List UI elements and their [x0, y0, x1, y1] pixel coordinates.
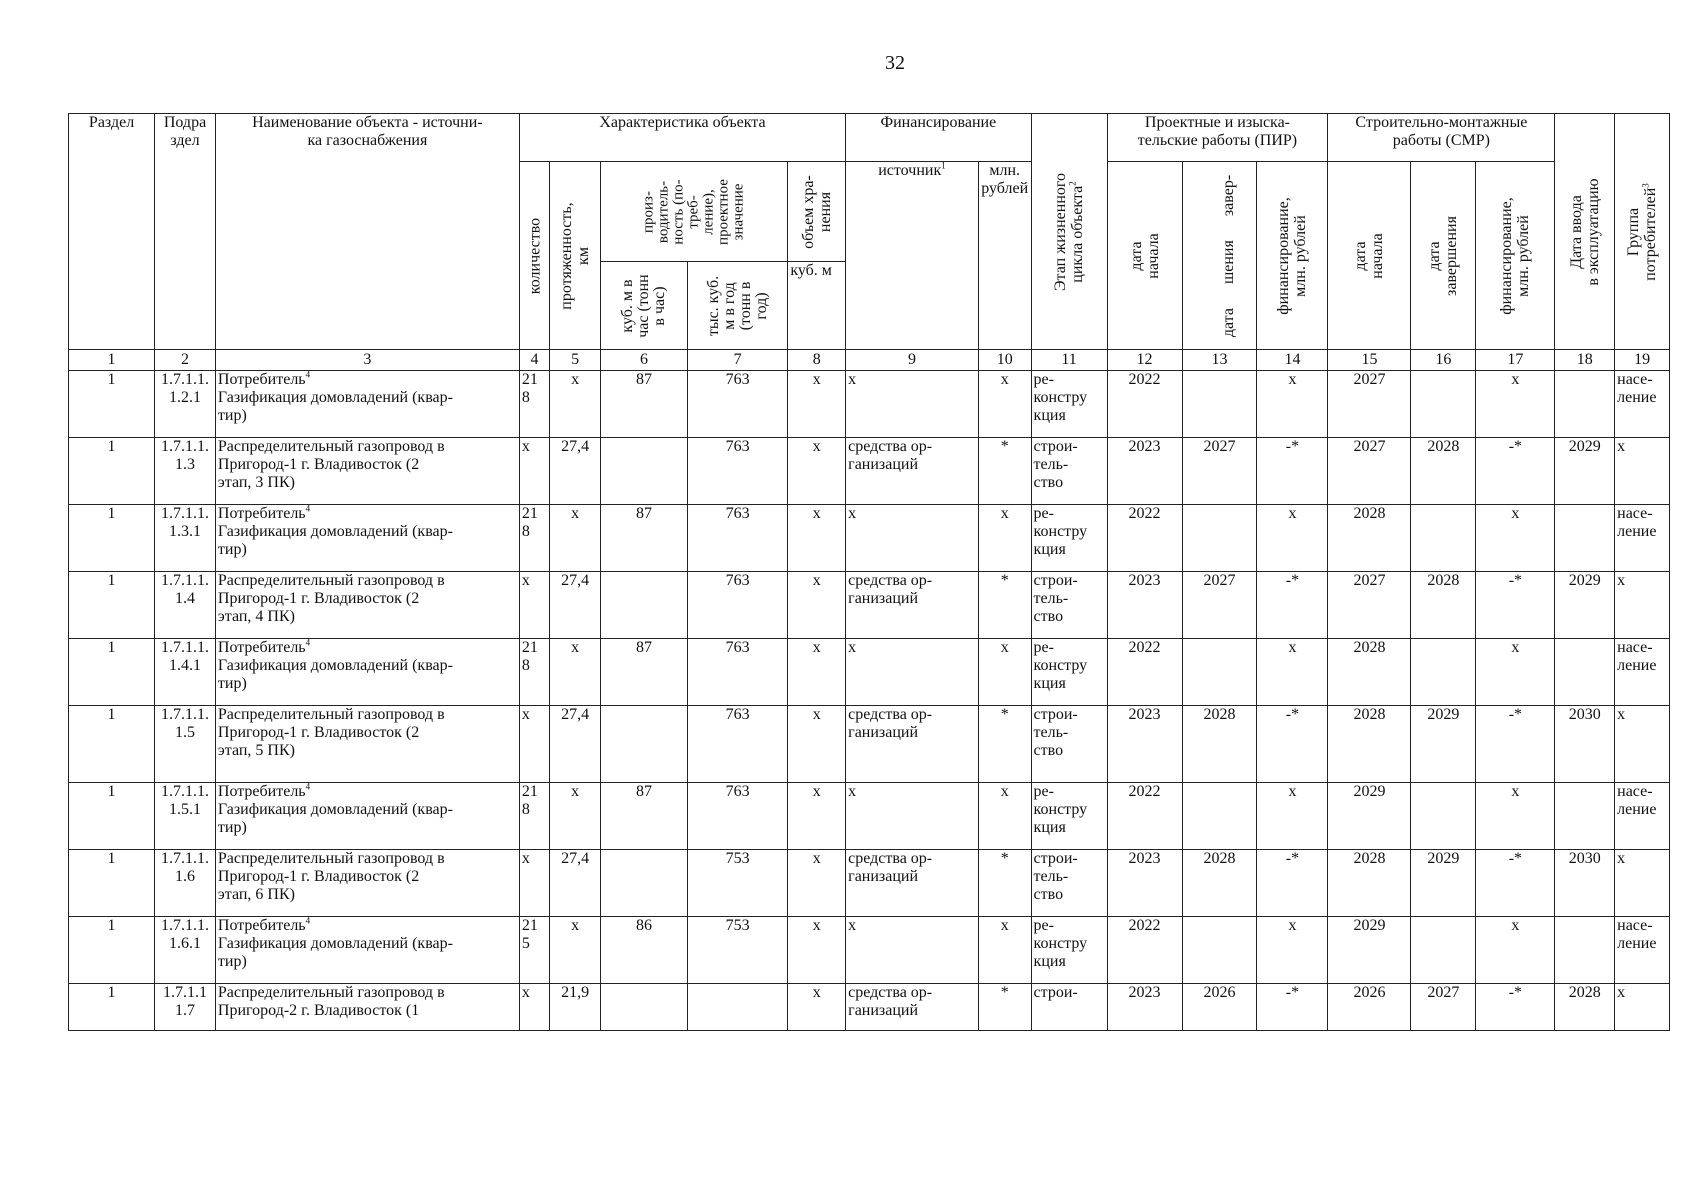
table-cell: средства ор- ганизаций — [846, 984, 979, 1031]
table-row — [69, 917, 1670, 984]
table-cell: насе- ление — [1615, 371, 1670, 438]
table-cell: х — [550, 783, 601, 850]
table-cell — [1411, 639, 1476, 706]
table-cell: х — [788, 706, 846, 783]
table-cell: насе- ление — [1615, 505, 1670, 572]
table-cell — [1411, 783, 1476, 850]
table-row — [69, 505, 1670, 572]
table-cell: х — [1615, 706, 1670, 783]
table-cell: 2023 — [1107, 706, 1182, 783]
table-cell: 2028 — [1411, 438, 1476, 505]
table-cell — [1555, 505, 1615, 572]
table-cell — [600, 438, 687, 505]
header-mln-rub: млн. рублей — [978, 162, 1031, 350]
table-cell: 753 — [688, 917, 788, 984]
column-number: 16 — [1411, 350, 1476, 371]
table-cell: строи- тель- ство — [1031, 706, 1107, 783]
table-cell: 21 8 — [519, 505, 549, 572]
table-cell: х — [788, 984, 846, 1031]
table-cell: х — [1615, 438, 1670, 505]
table-cell — [1182, 917, 1257, 984]
table-cell: насе- ление — [1615, 783, 1670, 850]
table-cell: ре- констру кция — [1031, 505, 1107, 572]
header-storage-unit: куб. м — [788, 262, 846, 350]
table-cell: х — [788, 371, 846, 438]
table-cell — [1555, 639, 1615, 706]
header-smr-end: дата завершения — [1411, 162, 1476, 350]
table-cell: х — [519, 438, 549, 505]
table-cell: средства ор- ганизаций — [846, 706, 979, 783]
column-number: 14 — [1257, 350, 1328, 371]
table-cell: -* — [1476, 984, 1555, 1031]
column-number: 2 — [155, 350, 216, 371]
header-pir-fin: финансирование, млн. рублей — [1257, 162, 1328, 350]
table-cell: -* — [1476, 438, 1555, 505]
table-cell: -* — [1476, 850, 1555, 917]
table-cell: х — [550, 505, 601, 572]
table-cell: -* — [1257, 706, 1328, 783]
table-cell: 2029 — [1411, 850, 1476, 917]
header-productivity-hour: куб. м в час (тонн в час) — [600, 262, 687, 350]
table-cell: 763 — [688, 572, 788, 639]
column-number: 15 — [1328, 350, 1411, 371]
table-cell: х — [1476, 783, 1555, 850]
table-cell: Потребитель$^4$ Газификация домовладений (квар- тир) — [215, 639, 519, 706]
table-cell: 763 — [688, 783, 788, 850]
table-cell: х — [1615, 850, 1670, 917]
table-cell — [600, 572, 687, 639]
table-cell: х — [978, 639, 1031, 706]
table-cell: 21 8 — [519, 783, 549, 850]
table-cell: х — [519, 706, 549, 783]
table-cell: 27,4 — [550, 438, 601, 505]
table-cell: ре- констру кция — [1031, 917, 1107, 984]
table-cell: ре- констру кция — [1031, 783, 1107, 850]
table-cell: средства ор- ганизаций — [846, 850, 979, 917]
table-cell: Потребитель$^4$ Газификация домовладений (квар- тир) — [215, 783, 519, 850]
table-cell: х — [1257, 505, 1328, 572]
header-storage: объем хра- нения — [788, 162, 846, 262]
header-productivity-year: тыс. куб. м в год (тонн в год) — [688, 262, 788, 350]
table-cell: 1 — [69, 850, 155, 917]
footnote-marker: 4 — [305, 916, 311, 926]
table-cell: Потребитель$^4$ Газификация домовладений (квар- тир) — [215, 371, 519, 438]
header-productivity: произ- водитель- ность (по- треб- ление), проектное значение — [600, 162, 787, 262]
table-cell: 2022 — [1107, 917, 1182, 984]
table-cell: 2030 — [1555, 706, 1615, 783]
table-row — [69, 850, 1670, 917]
table-cell: 1.7.1.1. 1.6 — [155, 850, 216, 917]
table-cell: 2027 — [1182, 438, 1257, 505]
table-cell: х — [788, 917, 846, 984]
table-cell — [1555, 371, 1615, 438]
table-cell: х — [978, 783, 1031, 850]
table-cell: * — [978, 438, 1031, 505]
table-cell: 1.7.1.1. 1.5.1 — [155, 783, 216, 850]
page-number: 32 — [885, 52, 905, 74]
table-cell — [1411, 505, 1476, 572]
header-smr-start: дата начала — [1328, 162, 1411, 350]
footnote-marker: 4 — [305, 504, 311, 514]
table-cell: 2022 — [1107, 505, 1182, 572]
header-length: протяженность, км — [550, 162, 601, 350]
table-cell: 1.7.1.1. 1.3 — [155, 438, 216, 505]
table-cell: 87 — [600, 783, 687, 850]
table-cell: 2022 — [1107, 783, 1182, 850]
table-cell: 2022 — [1107, 371, 1182, 438]
table-cell: 1 — [69, 639, 155, 706]
column-number: 10 — [978, 350, 1031, 371]
table-cell: ре- констру кция — [1031, 371, 1107, 438]
column-number: 11 — [1031, 350, 1107, 371]
table-cell — [1555, 783, 1615, 850]
table-row — [69, 572, 1670, 639]
table-cell: 2030 — [1555, 850, 1615, 917]
table-cell: 2028 — [1411, 572, 1476, 639]
table-cell — [1555, 917, 1615, 984]
table-cell: * — [978, 572, 1031, 639]
table-cell: 27,4 — [550, 850, 601, 917]
table-cell: х — [846, 783, 979, 850]
table-cell: х — [519, 572, 549, 639]
column-number: 9 — [846, 350, 979, 371]
column-number: 18 — [1555, 350, 1615, 371]
table-cell: х — [788, 505, 846, 572]
table-row — [69, 371, 1670, 438]
header-lifecycle: Этап жизненного цикла объекта$^2$ — [1031, 114, 1107, 350]
table-cell: 2023 — [1107, 984, 1182, 1031]
table-cell — [1182, 371, 1257, 438]
table-cell: 2029 — [1411, 706, 1476, 783]
column-number: 7 — [688, 350, 788, 371]
table-cell: х — [1476, 639, 1555, 706]
table-cell: х — [846, 505, 979, 572]
table-cell: 1 — [69, 572, 155, 639]
header-pir-end: дата шения завер- — [1182, 162, 1257, 350]
table-cell: строи- — [1031, 984, 1107, 1031]
table-cell: Распределительный газопровод в Пригород-1 г. Владивосток (2 этап, 3 ПК) — [215, 438, 519, 505]
table-cell: х — [846, 639, 979, 706]
table-row — [69, 984, 1670, 1031]
column-number: 1 — [69, 350, 155, 371]
table-cell: 1 — [69, 984, 155, 1031]
table-cell — [600, 850, 687, 917]
table-cell — [600, 706, 687, 783]
table-cell: 2028 — [1328, 505, 1411, 572]
table-cell: строи- тель- ство — [1031, 572, 1107, 639]
table-cell: -* — [1257, 438, 1328, 505]
table-cell: х — [1257, 639, 1328, 706]
table-cell: 2029 — [1555, 438, 1615, 505]
table-cell: 2023 — [1107, 572, 1182, 639]
table-cell: 2028 — [1182, 706, 1257, 783]
header-pir: Проектные и изыска- тельские работы (ПИР) — [1107, 114, 1328, 162]
column-number: 8 — [788, 350, 846, 371]
table-cell: 2028 — [1555, 984, 1615, 1031]
table-cell — [1182, 639, 1257, 706]
table-cell: х — [1257, 371, 1328, 438]
table-cell: 2022 — [1107, 639, 1182, 706]
table-cell: Распределительный газопровод в Пригород-1 г. Владивосток (2 этап, 6 ПК) — [215, 850, 519, 917]
table-cell: х — [1615, 572, 1670, 639]
table-cell: 1.7.1.1 1.7 — [155, 984, 216, 1031]
header-smr: Строительно-монтажные работы (СМР) — [1328, 114, 1555, 162]
table-cell: 2027 — [1411, 984, 1476, 1031]
table-cell: х — [788, 639, 846, 706]
table-row — [69, 438, 1670, 505]
column-number: 4 — [519, 350, 549, 371]
table-cell: 21 8 — [519, 371, 549, 438]
table-cell: 21 5 — [519, 917, 549, 984]
footnote-marker: 4 — [305, 370, 311, 380]
table-cell — [600, 984, 687, 1031]
column-number: 6 — [600, 350, 687, 371]
table-cell: 1.7.1.1. 1.2.1 — [155, 371, 216, 438]
table-cell: Распределительный газопровод в Пригород-1 г. Владивосток (2 этап, 5 ПК) — [215, 706, 519, 783]
table-cell: х — [519, 984, 549, 1031]
table-cell — [688, 984, 788, 1031]
header-source: источник$^1$ — [846, 162, 979, 350]
header-financing: Финансирование — [846, 114, 1031, 162]
header-razdel: Раздел — [69, 114, 155, 350]
column-number: 5 — [550, 350, 601, 371]
table-cell: 1.7.1.1. 1.6.1 — [155, 917, 216, 984]
table-cell: х — [550, 371, 601, 438]
header-pir-start: дата начала — [1107, 162, 1182, 350]
table-cell: х — [846, 917, 979, 984]
table-cell: 2023 — [1107, 850, 1182, 917]
table-cell: Потребитель$^4$ Газификация домовладений (квар- тир) — [215, 917, 519, 984]
table-cell: х — [1476, 917, 1555, 984]
header-podrazdel: Подра здел — [155, 114, 216, 350]
table-cell: 87 — [600, 505, 687, 572]
table-cell: х — [1615, 984, 1670, 1031]
table-cell: 27,4 — [550, 706, 601, 783]
table-cell: * — [978, 706, 1031, 783]
table-cell: 2028 — [1328, 706, 1411, 783]
table-cell: 2029 — [1555, 572, 1615, 639]
table-cell: 86 — [600, 917, 687, 984]
table-cell: насе- ление — [1615, 639, 1670, 706]
table-cell: 2027 — [1182, 572, 1257, 639]
header-name: Наименование объекта - источни- ка газоснабжения — [215, 114, 519, 350]
column-number: 12 — [1107, 350, 1182, 371]
table-cell: * — [978, 850, 1031, 917]
table-cell — [1182, 505, 1257, 572]
table-cell: х — [550, 917, 601, 984]
table-cell: -* — [1476, 572, 1555, 639]
gas-supply-table — [68, 113, 1670, 1031]
table-cell: 753 — [688, 850, 788, 917]
table-cell: 1 — [69, 706, 155, 783]
table-cell: х — [788, 850, 846, 917]
table-cell: х — [550, 639, 601, 706]
table-cell: 1.7.1.1. 1.5 — [155, 706, 216, 783]
table-cell: х — [1476, 505, 1555, 572]
column-number: 3 — [215, 350, 519, 371]
table-cell: 1 — [69, 917, 155, 984]
header-commission: Дата ввода в эксплуатацию — [1555, 114, 1615, 350]
table-cell: 87 — [600, 639, 687, 706]
table-cell: 763 — [688, 438, 788, 505]
table-cell: 2023 — [1107, 438, 1182, 505]
table-cell: строи- тель- ство — [1031, 438, 1107, 505]
table-cell: х — [978, 917, 1031, 984]
table-cell: х — [519, 850, 549, 917]
table-cell: х — [1476, 371, 1555, 438]
table-cell: -* — [1257, 850, 1328, 917]
table-cell: 2029 — [1328, 783, 1411, 850]
table-cell: -* — [1476, 706, 1555, 783]
table-cell — [1411, 917, 1476, 984]
table-cell: х — [846, 371, 979, 438]
table-cell: 1 — [69, 505, 155, 572]
table-cell: 763 — [688, 706, 788, 783]
table-cell: 1.7.1.1. 1.3.1 — [155, 505, 216, 572]
column-number: 17 — [1476, 350, 1555, 371]
table-cell: средства ор- ганизаций — [846, 572, 979, 639]
table-cell — [1182, 783, 1257, 850]
table-cell: х — [1257, 783, 1328, 850]
table-cell: 2026 — [1182, 984, 1257, 1031]
table-cell: х — [788, 572, 846, 639]
table-cell: -* — [1257, 572, 1328, 639]
table-cell: 21 8 — [519, 639, 549, 706]
footnote-marker: 4 — [305, 638, 311, 648]
table-row — [69, 783, 1670, 850]
table-cell: 27,4 — [550, 572, 601, 639]
table-cell: 2028 — [1328, 850, 1411, 917]
footnote-marker: 4 — [305, 782, 311, 792]
table-cell: Распределительный газопровод в Пригород-1 г. Владивосток (2 этап, 4 ПК) — [215, 572, 519, 639]
table-cell: 763 — [688, 505, 788, 572]
table-cell: 2027 — [1328, 438, 1411, 505]
table-cell: 1 — [69, 438, 155, 505]
table-cell: Распределительный газопровод в Пригород-2 г. Владивосток (1 — [215, 984, 519, 1031]
table-cell: -* — [1257, 984, 1328, 1031]
table-row — [69, 639, 1670, 706]
table-cell: строи- тель- ство — [1031, 850, 1107, 917]
table-cell — [1411, 371, 1476, 438]
table-cell: 2027 — [1328, 371, 1411, 438]
table-cell: 1 — [69, 783, 155, 850]
table-cell: 21,9 — [550, 984, 601, 1031]
table-cell: 1.7.1.1. 1.4 — [155, 572, 216, 639]
column-number-row — [69, 350, 1670, 371]
column-number: 19 — [1615, 350, 1670, 371]
table-cell: х — [788, 438, 846, 505]
table-cell: х — [788, 783, 846, 850]
table-cell: ре- констру кция — [1031, 639, 1107, 706]
table-row — [69, 706, 1670, 783]
table-cell: 763 — [688, 639, 788, 706]
table-cell: 763 — [688, 371, 788, 438]
table-cell: 2028 — [1182, 850, 1257, 917]
table-cell: 1.7.1.1. 1.4.1 — [155, 639, 216, 706]
table-cell: * — [978, 984, 1031, 1031]
header-characteristics: Характеристика объекта — [519, 114, 845, 162]
table-cell: х — [978, 505, 1031, 572]
table-cell: х — [1257, 917, 1328, 984]
table-cell: 1 — [69, 371, 155, 438]
table-cell: х — [978, 371, 1031, 438]
table-cell: средства ор- ганизаций — [846, 438, 979, 505]
header-quantity: количество — [519, 162, 549, 350]
header-smr-fin: финансирование, млн. рублей — [1476, 162, 1555, 350]
table-cell: 2026 — [1328, 984, 1411, 1031]
table-cell: 2027 — [1328, 572, 1411, 639]
table-cell: 2029 — [1328, 917, 1411, 984]
column-number: 13 — [1182, 350, 1257, 371]
table-cell: Потребитель$^4$ Газификация домовладений (квар- тир) — [215, 505, 519, 572]
table-cell: насе- ление — [1615, 917, 1670, 984]
table-cell: 87 — [600, 371, 687, 438]
header-consumer-group: Группа потребителей$^3$ — [1615, 114, 1670, 350]
table-cell: 2028 — [1328, 639, 1411, 706]
